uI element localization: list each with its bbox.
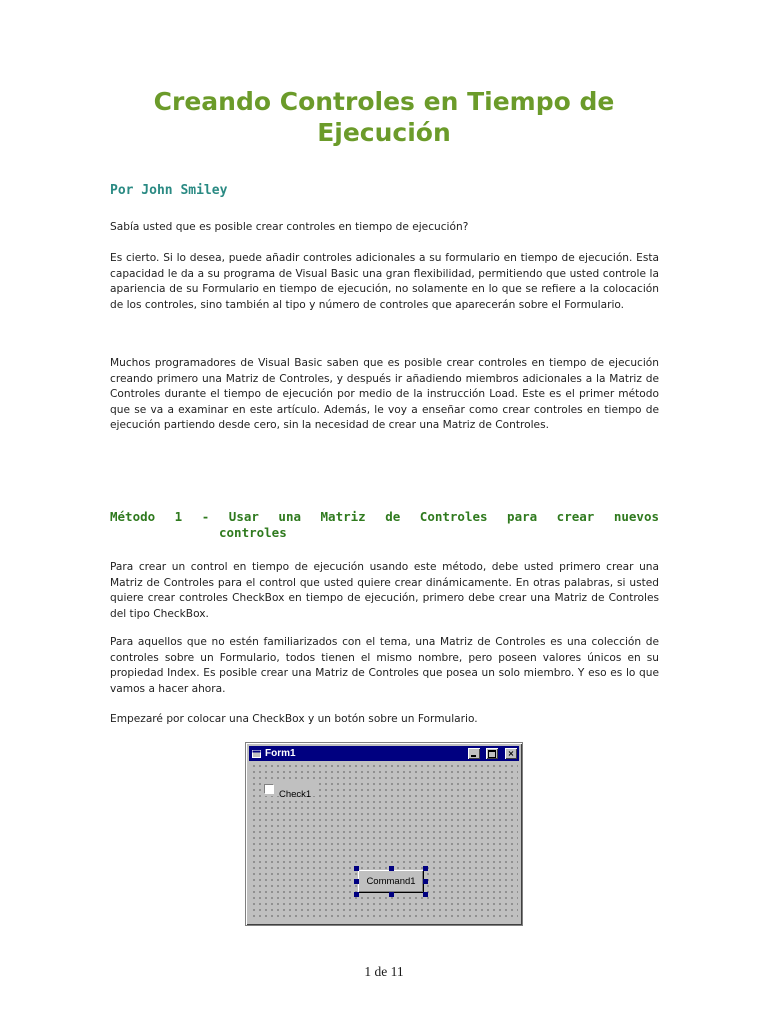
minimize-icon[interactable] (468, 748, 480, 759)
command1-button[interactable]: Command1 (358, 870, 424, 893)
selection-handle-middle-right[interactable] (423, 879, 428, 884)
method1-paragraph-2: Para aquellos que no estén familiarizados con el tema, una Matriz de Controles es una colección de controles sobre un Formulario, todos tienen el mismo nombre, pero poseen valores únicos en su propiedad Index. Es posible crear una Matriz de Controles que posea un solo miembro. Y eso es lo que vamos a hacer ahora. (110, 636, 659, 695)
vb-form-titlebar (249, 746, 519, 761)
intro-paragraph-1: Sabía usted que es posible crear controles en tiempo de ejecución? (110, 221, 469, 233)
page-number: 1 de 11 (364, 964, 404, 979)
checkbox-square-icon[interactable] (264, 784, 273, 793)
intro-paragraph-3: Muchos programadores de Visual Basic saben que es posible crear controles en tiempo de ejecución creando primero una Matriz de Controles, y después ir añadiendo miembros adicionales a la Matriz de Controles durante el tiempo de ejecución por medio de la instrucción Load. Este es el primer método que se va a examinar en este artículo. Además, le voy a enseñar como crear controles en tiempo de ejecución partiendo desde cero, sin la necesidad de crear una Matriz de Controles. (110, 357, 659, 431)
vb-form-screenshot (245, 742, 523, 926)
window-controls (467, 748, 517, 759)
form-window-icon (252, 749, 261, 758)
method1-paragraph-3: Empezaré por colocar una CheckBox y un botón sobre un Formulario. (110, 713, 478, 725)
selection-handle-top-center[interactable] (389, 866, 394, 871)
maximize-icon[interactable] (486, 748, 498, 759)
section-heading-line-1: Método 1 - Usar una Matriz de Controles para crear nuevos (110, 509, 659, 524)
method1-paragraph-1: Para crear un control en tiempo de ejecución usando este método, debe usted primero crear una Matriz de Controles para el control que usted quiere crear dinámicamente. En otras palabras, si usted quiere crear controles CheckBox en tiempo de ejecución, primero debe crear una Matriz de Controles del tipo CheckBox. (110, 561, 659, 620)
check1-label: Check1 (279, 789, 312, 800)
document-title: Creando Controles en Tiempo de Ejecución (153, 87, 615, 147)
selection-handle-top-left[interactable] (354, 866, 359, 871)
selection-handle-middle-left[interactable] (354, 879, 359, 884)
vb-form-design-grid (250, 762, 518, 921)
check1-checkbox[interactable] (264, 782, 315, 800)
close-icon[interactable]: × (505, 748, 517, 759)
author-byline: Por John Smiley (110, 183, 228, 198)
section-heading-line-2: controles (219, 525, 287, 540)
selection-handle-bottom-right[interactable] (423, 892, 428, 897)
intro-paragraph-2: Es cierto. Si lo desea, puede añadir controles adicionales a su formulario en tiempo de ejecución. Esta capacidad le da a su programa de Visual Basic una gran flexibilidad, permitiendo que usted controle la apariencia de su Formulario en tiempo de ejecución, no solamente en lo que se refiere a la colocación de los controles, sino también al tipo y número de controles que aparecerán sobre el Formulario. (110, 252, 659, 311)
selection-handle-bottom-left[interactable] (354, 892, 359, 897)
vb-form-title: Form1 (265, 748, 296, 759)
selection-handle-top-right[interactable] (423, 866, 428, 871)
selection-handle-bottom-center[interactable] (389, 892, 394, 897)
section-heading-method-1 (110, 509, 659, 541)
